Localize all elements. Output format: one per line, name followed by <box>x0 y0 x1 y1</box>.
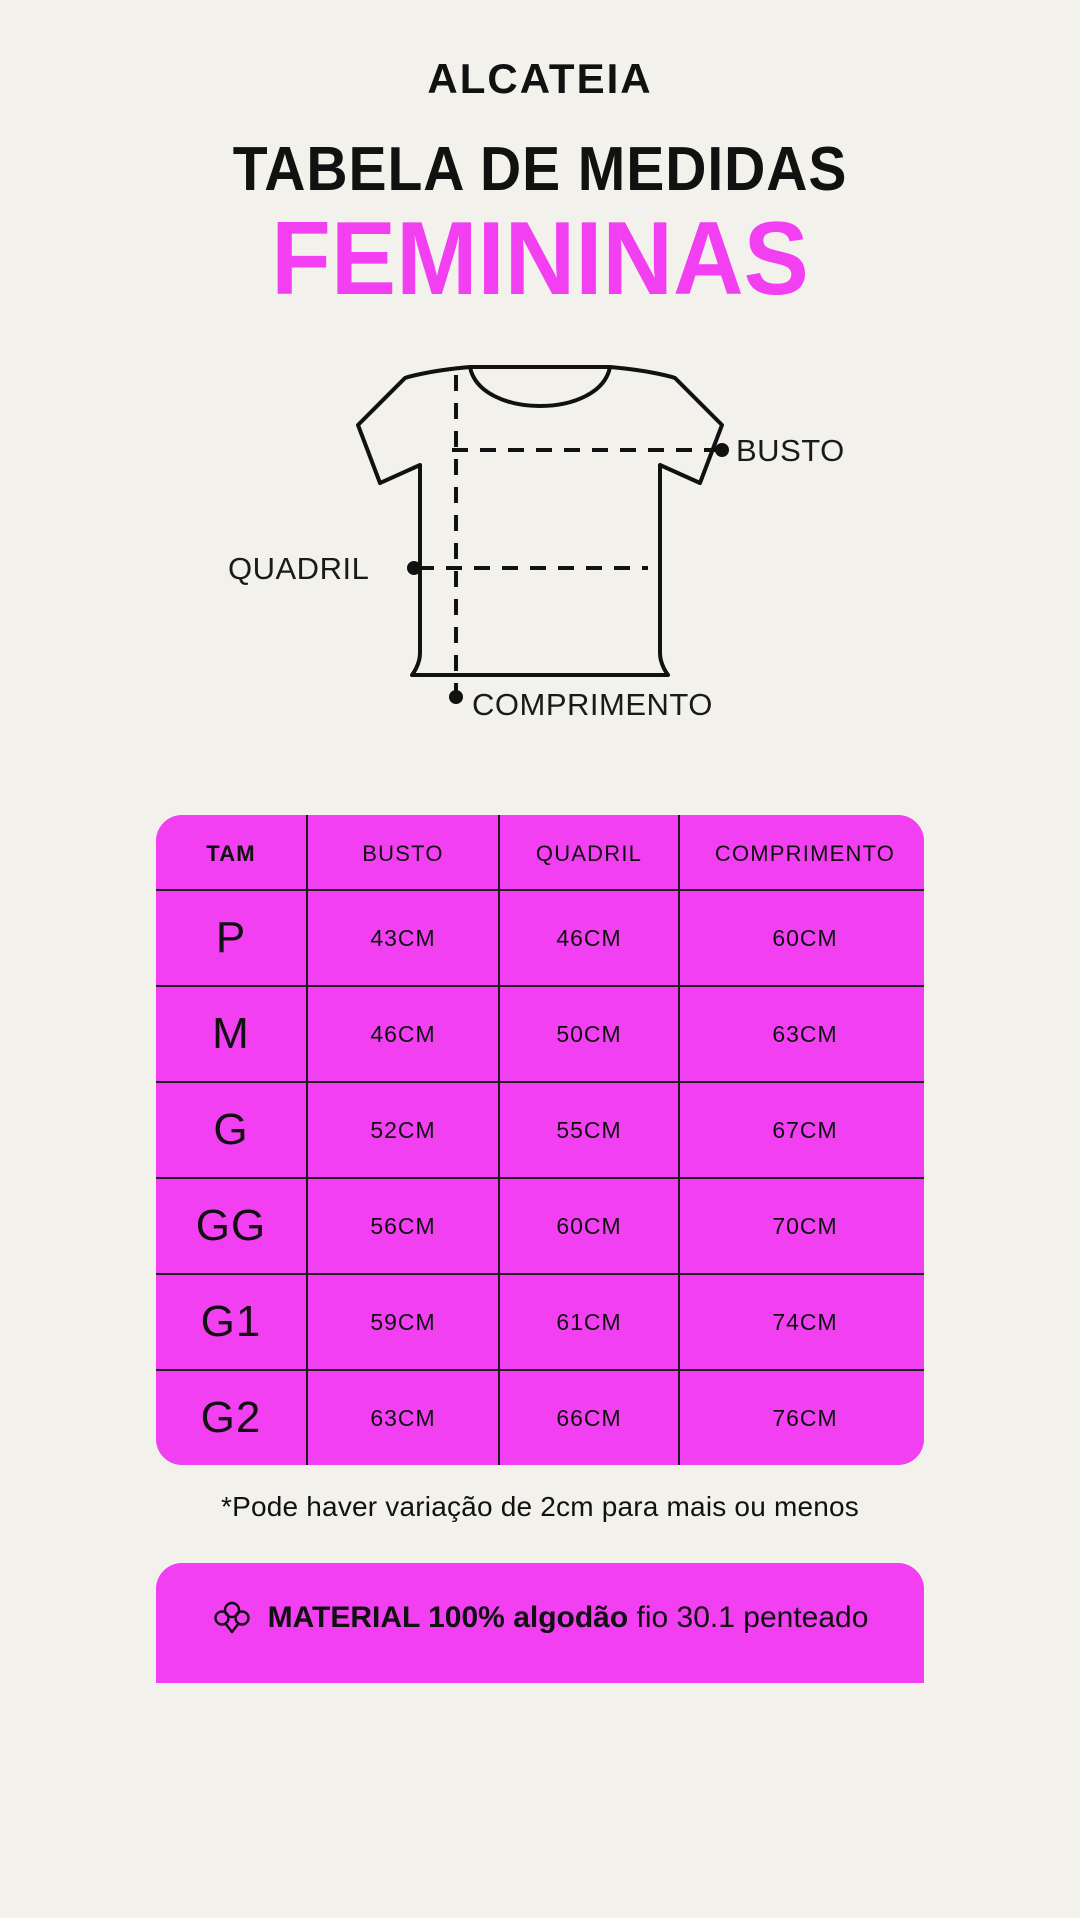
cell-size: P <box>156 890 307 986</box>
cell-quadril: 60CM <box>499 1178 679 1274</box>
cell-busto: 43CM <box>307 890 499 986</box>
cell-quadril: 46CM <box>499 890 679 986</box>
cell-busto: 63CM <box>307 1370 499 1465</box>
cell-busto: 52CM <box>307 1082 499 1178</box>
table-row <box>156 1370 924 1465</box>
column-header-comprimento: COMPRIMENTO <box>714 841 896 867</box>
page-title-line1: TABELA DE MEDIDAS <box>232 135 848 204</box>
table-header-row <box>156 815 924 890</box>
table-row <box>156 1178 924 1274</box>
table-row <box>156 986 924 1082</box>
cell-size: G2 <box>156 1370 307 1465</box>
table-row <box>156 1274 924 1370</box>
variation-footnote: *Pode haver variação de 2cm para mais ou menos <box>221 1491 859 1523</box>
cell-busto: 59CM <box>307 1274 499 1370</box>
material-bold-text: MATERIAL 100% algodão <box>267 1601 629 1635</box>
column-header-tam: TAM <box>156 815 307 890</box>
cell-busto: 56CM <box>307 1178 499 1274</box>
diagram-label-quadril: QUADRIL <box>228 551 370 587</box>
cell-quadril: 55CM <box>499 1082 679 1178</box>
cell-quadril: 66CM <box>499 1370 679 1465</box>
table-row <box>156 1082 924 1178</box>
cell-comprimento: 67CM <box>679 1082 924 1178</box>
cell-comprimento: 76CM <box>679 1370 924 1465</box>
cell-quadril: 61CM <box>499 1274 679 1370</box>
cell-size: GG <box>156 1178 307 1274</box>
brand-name: ALCATEIA <box>427 55 653 102</box>
cell-quadril: 50CM <box>499 986 679 1082</box>
cell-comprimento: 63CM <box>679 986 924 1082</box>
cell-size: M <box>156 986 307 1082</box>
cotton-flower-icon <box>212 1596 252 1641</box>
table-row <box>156 890 924 986</box>
material-label <box>268 1601 869 1635</box>
cell-comprimento: 60CM <box>679 890 924 986</box>
diagram-label-comprimento: COMPRIMENTO <box>472 687 713 723</box>
material-banner <box>156 1563 924 1683</box>
cell-busto: 46CM <box>307 986 499 1082</box>
cell-size: G <box>156 1082 307 1178</box>
page-title-line2: FEMININAS <box>271 201 809 318</box>
column-header-busto: BUSTO <box>307 815 499 890</box>
material-rest-text: fio 30.1 penteado <box>628 1601 869 1635</box>
measurements-table <box>156 815 924 1465</box>
brand-logo <box>427 55 653 102</box>
cell-comprimento: 70CM <box>679 1178 924 1274</box>
cell-comprimento: 74CM <box>679 1274 924 1370</box>
cell-size: G1 <box>156 1274 307 1370</box>
diagram-label-busto: BUSTO <box>736 433 845 469</box>
measurement-diagram <box>0 353 1080 773</box>
column-header-quadril: QUADRIL <box>499 815 679 890</box>
